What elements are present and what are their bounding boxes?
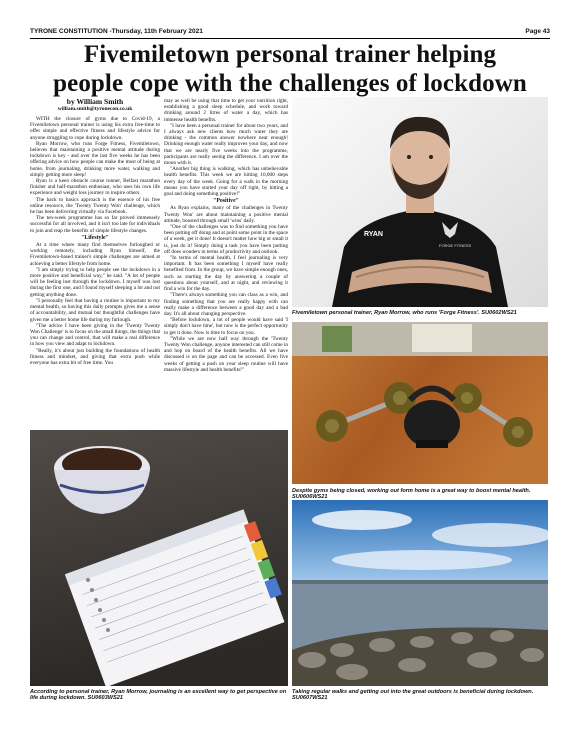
paragraph: The back to basics approach is the essence of his free online resource, the 'Twenty Twenty Won' challenge, which he has been delivering virtually via Facebook. [30,196,160,216]
paragraph: "In terms of mental health, I feel journaling is very important. It has been something I myself have really benefited from. In the group, we have simple enough ones, such as starting the day by answering a couple of questions about yourself, and at night, and reviewing it find a win for the day. [164,255,288,293]
paragraph: "Another big thing is walking, which has unbelievable health benefits. This week we are hitting 10,000 steps every day of the week. Going for a walk in the morning means you have started your day off right, by hitting a goal and doing something positive!" [164,166,288,198]
paragraph: "I have been a personal trainer for about two years, and I always ask new clients how much water they are drinking - the common answer nowhere near enough! Drinking enough water really improves your day, and now that we are nearly five weeks into the programme, participants are really seeing the difference. I am over the moon with it. [164,122,288,167]
article-column-1 [30,98,160,366]
paragraph: "I personally feel that having a routine is important to my mental health, so having this daily prompts gives me a sense of accountability, and mutual but thoughtful challenges have given me a better home life during my furlough. [30,297,160,323]
page-header [30,26,550,39]
paragraph: "While we are now half way through the 'Twenty Twenty Won challenge, anyone interested can still come in and hop on board of the health benefits. All we have discussed is on the page and can be accessed. Even five weeks of getting a push on your sleep routine will have massive lifestyle and health benefits!" [164,335,288,373]
portrait-photo [292,97,548,307]
subheading: "Positive" [213,198,239,205]
byline-name: by William Smith [66,97,124,106]
shirt-text: RYAN [364,231,383,238]
paragraph: may as well be using that time to get your nutrition right, establishing a good sleep schedule, and work toward drinking around 2 litres of water a day, which has immense health benefits. [164,98,288,123]
coast-image [292,500,548,686]
coast-photo [292,500,548,686]
journal-photo [30,430,288,686]
weights-photo [292,322,548,484]
portrait-caption: Fivemiletown personal trainer, Ryan Morrow, who runs 'Forge Fitness'. SU0602WS21 [292,310,517,316]
headline-line-2: people cope with the challenges of lockdown [53,70,527,97]
portrait-image [292,97,548,307]
paragraph: At a time where many find themselves furloughed or working remotely, including Ryan himself, the Fivemiletown-based trainer's simple challenges are aimed at achieving a better lifestyle from home. [30,242,160,267]
weights-caption: Despite gyms being closed, working out form home is a great way to boost mental health. SU0606WS21 [292,488,531,501]
journal-image [30,430,288,686]
paragraph: "The advice I have been giving in the 'Twenty Twenty Won Challenge' is to focus on the small things, the things that you can change and control, that will make a real difference in how you view and adapt to lockdown. [30,322,160,348]
subheading: "Lifestyle" [81,234,109,241]
article-column-2 [164,98,288,373]
headline-line-1: Fivemiletown personal trainer helping [83,41,497,68]
header-dateline: TYRONE CONSTITUTION -Thursday, 11th February 2021 [30,28,203,35]
paragraph: "Really, it's about just building the foundations of health fitness and mindset, and giving that extra push while everyone has extra bit of free time. You [30,347,160,366]
weights-image [292,322,548,484]
paragraph: WITH the closure of gyms due to Covid-19, a Fivemiletown personal trainer is using his extra free-time to offer simple and effective fitness and lifestyle advice for anyone struggling to cope during lockdown. [30,116,160,141]
paragraph: As Ryan explains, many of the challenges in Twenty Twenty Won' are about maintaining a positive mental attitude, boosted through small 'wins' daily. [164,205,288,224]
paragraph: Ryan Morrow, who runs Forge Fitness, Fivemiletown, believes that maintaining a positive mental attitude during lockdown is key - and over the last five weeks he has been offering advice on how people can make the most of being at home, from journaling, drinking more water, walking and simply getting more sleep! [30,140,160,178]
paragraph: The ten-week programme has so far proved immensely successful for all involved, and it isn't too late for individuals to join and reap the benefits of simple lifestyle changes. [30,215,160,234]
page-number: Page 43 [525,28,550,35]
headline [30,40,550,98]
coast-caption: Taking regular walks and getting out into the great outdoors is beneficial during lockdown. SU0607WS21 [292,689,534,702]
paragraph: Ryan is a keen obstacle course runner, Belfast marathon finisher and half-marathon enthusiast, who uses his own life experience and weight loss journey to inspire others. [30,178,160,197]
paragraph: "One of the challenges was to find something you have been putting off doing and at point some point in the space of a week, get it done! It doesn't matter how big or small it is, just do it! Simply doing a task you have been putting off does wonders in terms of productivity and outlook. [164,224,288,255]
paragraph: "There's always something you can class as a win, and finding something that you are really happy with can really make a difference between a good day and a bad day. It's all about changing perspective. [164,292,288,317]
shirt-badge-text: FORGE FITNESS [439,243,472,248]
journal-caption: According to personal trainer, Ryan Morrow, journaling is an excellent way to get perspective on life during lockdown. SU0603WS21 [30,689,287,702]
byline-email[interactable]: william.smith@tyronecon.co.uk [57,106,133,112]
paragraph: "I am simply trying to help people see the lockdown in a more positive and beneficial way," he said. "A lot of people will be feeling lost through the lockdown. I myself was lost during the first one, and I found myself sleeping a lot and not getting anything done. [30,266,160,298]
paragraph: "Before lockdown, a lot of people would have said 'I simply don't have time', but now is the perfect opportunity to get it done. Now is time to focus on you. [164,317,288,336]
